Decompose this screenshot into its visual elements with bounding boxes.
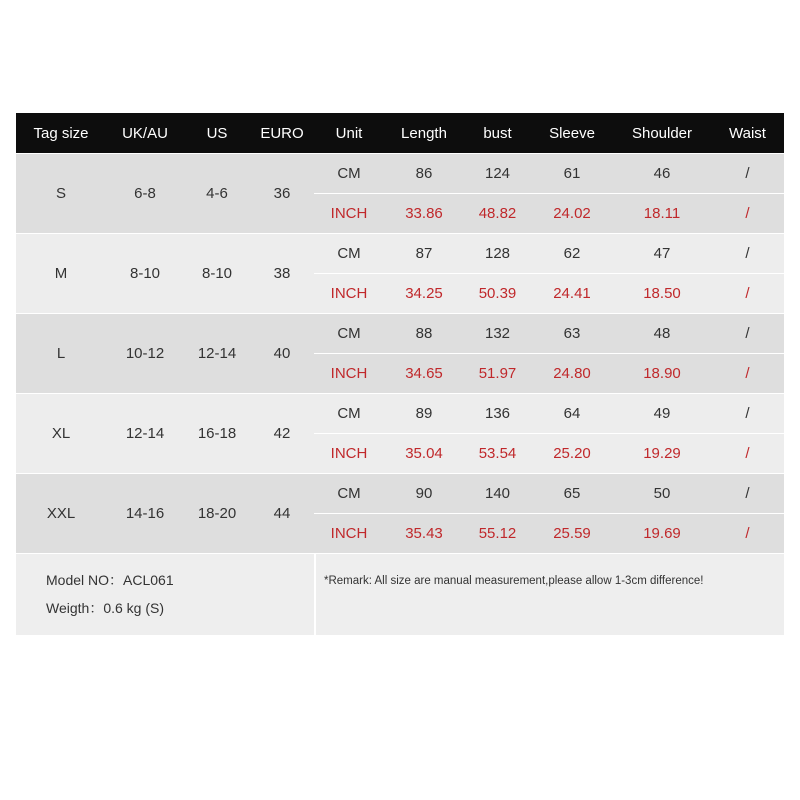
sleeve-inch-cell: 24.02 xyxy=(553,205,591,222)
us-size-cell: 8-10 xyxy=(201,265,233,282)
unit-cm-cell: CM xyxy=(337,165,361,182)
waist-inch-cell: / xyxy=(745,285,750,302)
bust-cm-cell: 124 xyxy=(484,165,511,182)
unit-cm-cell: CM xyxy=(337,485,361,502)
unit-cm-cell: CM xyxy=(337,405,361,422)
header-waist: Waist xyxy=(729,124,766,142)
bust-inch-cell: 48.82 xyxy=(478,205,517,222)
shoulder-cm-cell: 46 xyxy=(653,165,671,182)
sleeve-cm-cell: 61 xyxy=(563,165,581,182)
shoulder-cm-cell: 48 xyxy=(653,325,671,342)
table-row xyxy=(16,153,784,233)
bust-inch-cell: 55.12 xyxy=(478,525,517,542)
inch-measurement-row xyxy=(314,193,784,233)
waist-inch-cell: / xyxy=(745,445,750,462)
bust-cm-cell: 140 xyxy=(484,485,511,502)
uk-au-cell: 14-16 xyxy=(125,505,165,522)
table-row xyxy=(16,473,784,553)
us-size-cell: 18-20 xyxy=(197,505,237,522)
tag-size-cell: L xyxy=(56,345,66,362)
header-tag-size: Tag size xyxy=(33,124,89,142)
bust-inch-cell: 50.39 xyxy=(478,285,517,302)
length-inch-cell: 33.86 xyxy=(405,205,443,222)
uk-au-cell: 8-10 xyxy=(129,265,161,282)
waist-cm-cell: / xyxy=(745,405,750,422)
unit-inch-cell: INCH xyxy=(330,525,368,542)
sleeve-inch-cell: 25.20 xyxy=(553,445,591,462)
unit-cm-cell: CM xyxy=(337,245,361,262)
sleeve-inch-cell: 24.41 xyxy=(553,285,591,302)
header-us: US xyxy=(206,124,228,142)
cm-measurement-row xyxy=(314,314,784,353)
size-chart-table xyxy=(16,113,784,635)
euro-size-cell: 40 xyxy=(273,345,291,362)
remark-note: *Remark: All size are manual measurement,please allow 1-3cm difference! xyxy=(324,575,704,587)
uk-au-cell: 10-12 xyxy=(125,345,165,362)
header-length: Length xyxy=(401,124,447,142)
header-euro: EURO xyxy=(260,124,304,142)
bust-cm-cell: 136 xyxy=(484,405,511,422)
length-inch-cell: 34.65 xyxy=(405,365,443,382)
cm-measurement-row xyxy=(314,154,784,193)
bust-cm-cell: 132 xyxy=(484,325,511,342)
unit-inch-cell: INCH xyxy=(330,285,368,302)
tag-size-cell: S xyxy=(55,185,66,202)
unit-inch-cell: INCH xyxy=(330,445,368,462)
weight-info: Weigth：0.6 kg (S) xyxy=(46,600,165,616)
inch-measurement-row xyxy=(314,353,784,393)
bust-inch-cell: 53.54 xyxy=(478,445,517,462)
euro-size-cell: 42 xyxy=(273,425,291,442)
unit-cm-cell: CM xyxy=(337,325,361,342)
table-row xyxy=(16,313,784,393)
sleeve-cm-cell: 62 xyxy=(563,245,581,262)
shoulder-inch-cell: 18.11 xyxy=(643,205,681,222)
waist-inch-cell: / xyxy=(745,525,750,542)
uk-au-cell: 12-14 xyxy=(125,425,165,442)
header-sleeve: Sleeve xyxy=(549,124,595,142)
header-uk-au: UK/AU xyxy=(122,124,168,142)
shoulder-inch-cell: 19.29 xyxy=(643,445,681,462)
us-size-cell: 16-18 xyxy=(197,425,237,442)
tag-size-cell: XXL xyxy=(46,505,76,522)
length-cm-cell: 87 xyxy=(415,245,433,262)
bust-inch-cell: 51.97 xyxy=(478,365,517,382)
length-inch-cell: 35.43 xyxy=(405,525,443,542)
waist-cm-cell: / xyxy=(745,325,750,342)
header-unit: Unit xyxy=(335,124,363,142)
unit-inch-cell: INCH xyxy=(330,365,368,382)
waist-cm-cell: / xyxy=(745,485,750,502)
waist-inch-cell: / xyxy=(745,365,750,382)
euro-size-cell: 44 xyxy=(273,505,291,522)
cm-measurement-row xyxy=(314,394,784,433)
cm-measurement-row xyxy=(314,474,784,513)
inch-measurement-row xyxy=(314,433,784,473)
sleeve-cm-cell: 64 xyxy=(563,405,581,422)
tag-size-cell: M xyxy=(54,265,68,282)
us-size-cell: 12-14 xyxy=(197,345,237,362)
table-footer xyxy=(16,553,784,635)
euro-size-cell: 36 xyxy=(273,185,291,202)
sleeve-cm-cell: 65 xyxy=(563,485,581,502)
inch-measurement-row xyxy=(314,513,784,553)
sleeve-inch-cell: 24.80 xyxy=(553,365,591,382)
shoulder-inch-cell: 19.69 xyxy=(643,525,681,542)
table-header xyxy=(16,113,784,153)
table-row xyxy=(16,393,784,473)
shoulder-cm-cell: 49 xyxy=(653,405,671,422)
euro-size-cell: 38 xyxy=(273,265,291,282)
header-bust: bust xyxy=(483,124,512,142)
length-cm-cell: 89 xyxy=(415,405,433,422)
shoulder-inch-cell: 18.90 xyxy=(643,365,681,382)
inch-measurement-row xyxy=(314,273,784,313)
tag-size-cell: XL xyxy=(51,425,71,442)
model-number: Model NO：ACL061 xyxy=(46,572,174,588)
table-row xyxy=(16,233,784,313)
length-inch-cell: 35.04 xyxy=(405,445,443,462)
sleeve-cm-cell: 63 xyxy=(563,325,581,342)
waist-inch-cell: / xyxy=(745,205,750,222)
waist-cm-cell: / xyxy=(745,165,750,182)
bust-cm-cell: 128 xyxy=(484,245,511,262)
sleeve-inch-cell: 25.59 xyxy=(553,525,591,542)
cm-measurement-row xyxy=(314,234,784,273)
shoulder-cm-cell: 50 xyxy=(653,485,671,502)
unit-inch-cell: INCH xyxy=(330,205,368,222)
length-cm-cell: 86 xyxy=(415,165,433,182)
shoulder-cm-cell: 47 xyxy=(653,245,671,262)
uk-au-cell: 6-8 xyxy=(134,185,156,202)
header-shoulder: Shoulder xyxy=(631,124,693,142)
us-size-cell: 4-6 xyxy=(206,185,228,202)
shoulder-inch-cell: 18.50 xyxy=(643,285,681,302)
length-cm-cell: 88 xyxy=(415,325,433,342)
length-inch-cell: 34.25 xyxy=(405,285,443,302)
waist-cm-cell: / xyxy=(745,245,750,262)
length-cm-cell: 90 xyxy=(415,485,433,502)
